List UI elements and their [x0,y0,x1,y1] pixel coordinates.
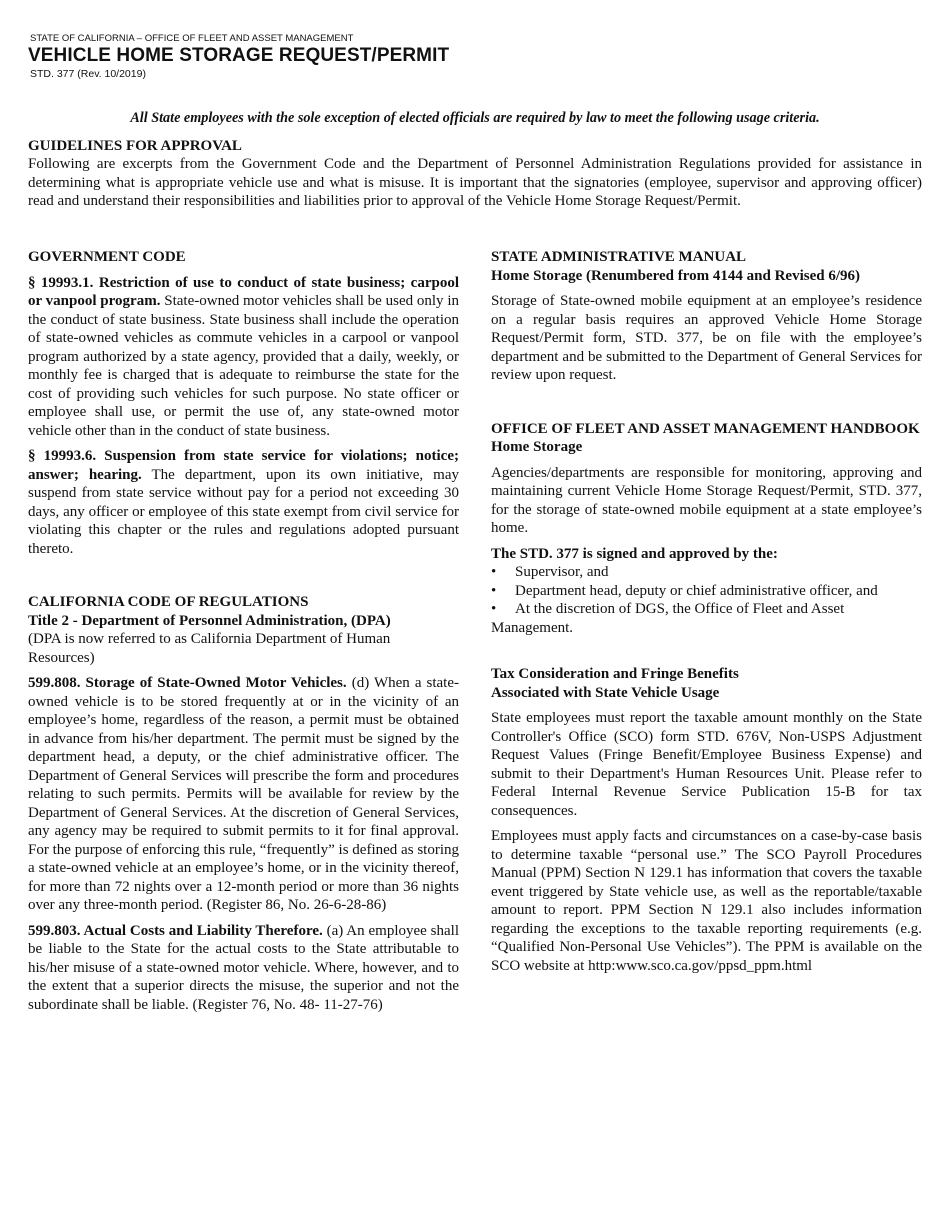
regulation-599-808 [28,674,459,915]
sam-text: Storage of State-owned mobile equipment at an employee’s residence on a regular basis requires an approved Vehicle Home Storage Request/Permit form, STD. 377, be on file with the employee’s department and be submitted to the Department of General Services for review upon request. [491,293,922,383]
section-19993-6 [28,447,459,558]
usage-notice: All State employees with the sole exception of elected officials are required by law to meet the following usage criteria. [130,110,820,126]
bullet-icon: • [491,582,497,599]
section-19993-1-text: State-owned motor vehicles shall be used only in the conduct of state business. State business shall include the operation of state-owned vehicles as commute vehicles in a carpool or vanpool program authorized by a state agency, provided that a daily, weekly, or monthly fee is charged that is adequate to reimburse the state for the cost of providing such vehicles for such purpose. No state officer or employee shall use, or permit the use of, any state-owned motor vehicle other than in the conduct of state business. [28,293,460,439]
list-item: • At the discretion of DGS, the Office of Fleet and Asset [491,601,845,617]
guidelines-text: Following are excerpts from the Government Code and the Department of Personnel Administration Regulations provided for assistance in determining what is appropriate vehicle use and what is misuse. It is important that the signatories (employee, supervisor and approving officer) read and understand their responsibilities and liabilities prior to approval of the Vehicle Home Storage Request/Permit. [28,156,922,209]
agency-line: STATE OF CALIFORNIA – OFFICE OF FLEET AND ASSET MANAGEMENT [30,33,354,44]
regulation-599-803-title: 599.803. Actual Costs and Liability Therefore. [28,922,323,939]
form-number: STD. 377 (Rev. 10/2019) [30,68,146,80]
government-code-heading: GOVERNMENT CODE [28,249,186,265]
section-19993-1 [28,274,459,441]
sam-subheading: Home Storage (Renumbered from 4144 and Revised 6/96) [491,267,860,284]
ofam-subheading: Home Storage [491,439,583,455]
guidelines-section [28,137,922,211]
section-19993-6-title: § 19993.6. Suspension from state service for violations; notice; answer; hearing. [28,448,459,483]
list-item: • Department head, deputy or chief administrative officer, and [491,582,878,599]
ccr-subheading: Title 2 - Department of Personnel Administration, (DPA) [28,612,391,629]
tax-heading-line1: Tax Consideration and Fringe Benefits [491,666,739,682]
regulation-599-803 [28,922,459,1015]
section-19993-1-title: § 19993.1. Restriction of use to conduct of state business; carpool or vanpool program. [28,274,459,309]
ccr-heading: CALIFORNIA CODE OF REGULATIONS [28,594,309,610]
tax-heading-line2: Associated with State Vehicle Usage [491,684,720,701]
sam-heading: STATE ADMINISTRATIVE MANUAL [491,249,747,265]
regulation-599-803-text: (a) An employee shall be liable to the State for the actual costs to the State attributable to his/her misuse of a state-owned motor vehicle. Where, however, and to the extent that a superior directs the misuse, the superior and not the subordinate shall be liable. (Register 76, No. 48- 11-27-76) [28,922,460,1013]
left-column [28,248,459,1021]
tax-paragraph-1: State employees must report the taxable amount monthly on the State Controller's Office (SCO) form STD. 676V, Non-USPS Adjustment Request Values (Fringe Benefit/Employee Business Expense) and submit to their Department's Human Resources Unit. Please refer to Federal Internal Revenue Service Publication 15-B for tax consequences. [491,710,922,819]
ccr-note: (DPA is now referred to as California Department of Human Resources) [28,631,391,666]
bullet-icon: • [491,601,497,617]
signed-approved-heading: The STD. 377 is signed and approved by the: [491,545,778,562]
regulation-599-808-title: 599.808. Storage of State-Owned Motor Vehicles. [28,675,347,691]
list-item: • Supervisor, and [491,564,609,580]
approver-list [491,563,922,619]
ofam-text: Agencies/departments are responsible for monitoring, approving and maintaining current Vehicle Home Storage Request/Permit, STD. 377, for the storage of state-owned mobile equipment at a state employee’s home. [491,464,922,536]
guidelines-heading: GUIDELINES FOR APPROVAL [28,138,242,154]
bullet-icon: • [491,564,497,580]
form-title: VEHICLE HOME STORAGE REQUEST/PERMIT [28,45,450,66]
section-19993-6-text: The department, upon its own initiative, may suspend from state service without pay for a period not exceeding 30 days, any officer or employee of this state exempt from civil service for violating this chapter or the rules and regulations adopted pursuant thereto. [28,466,459,557]
tax-paragraph-2: Employees must apply facts and circumstances on a case-by-case basis to determine taxable “personal use.” The SCO Payroll Procedures Manual (PPM) Section N 129.1 has information that covers the taxable event triggered by State vehicle use, as well as the reportable/taxable amount to report. PPM Section N 129.1 also includes information regarding the exceptions to the taxable reporting requirements (e.g. “Qualified Non-Personal Use Vehicles”). The PPM is available on the SCO website at http:www.sco.ca.gov/ppsd_ppm.html [491,828,922,974]
regulation-599-808-text: (d) When a state-owned vehicle is to be stored frequently at or in the vicinity of an employee’s home, regardless of the reason, a permit must be obtained in advance from his/her department. The permit must be signed by the department head, a deputy, or the chief administrative officer. The Department of General Services will prescribe the form and procedures relating to such permits. Permits will be available for review by the Department of General Services. At the discretion of General Services, any agency may be required to submit permits to it for final approval. For the purpose of enforcing this rule, “frequently” is defined as storing a state-owned vehicle at an employee’s home, or in the vicinity thereof, for more than 72 nights over a 12-month period or more than 36 nights over any three-month period. (Register 86, No. 26-6-28-86) [28,675,460,913]
ofam-heading: OFFICE OF FLEET AND ASSET MANAGEMENT HANDBOOK [491,420,920,437]
bullet-continuation: Management. [491,619,574,636]
right-column [491,248,922,982]
